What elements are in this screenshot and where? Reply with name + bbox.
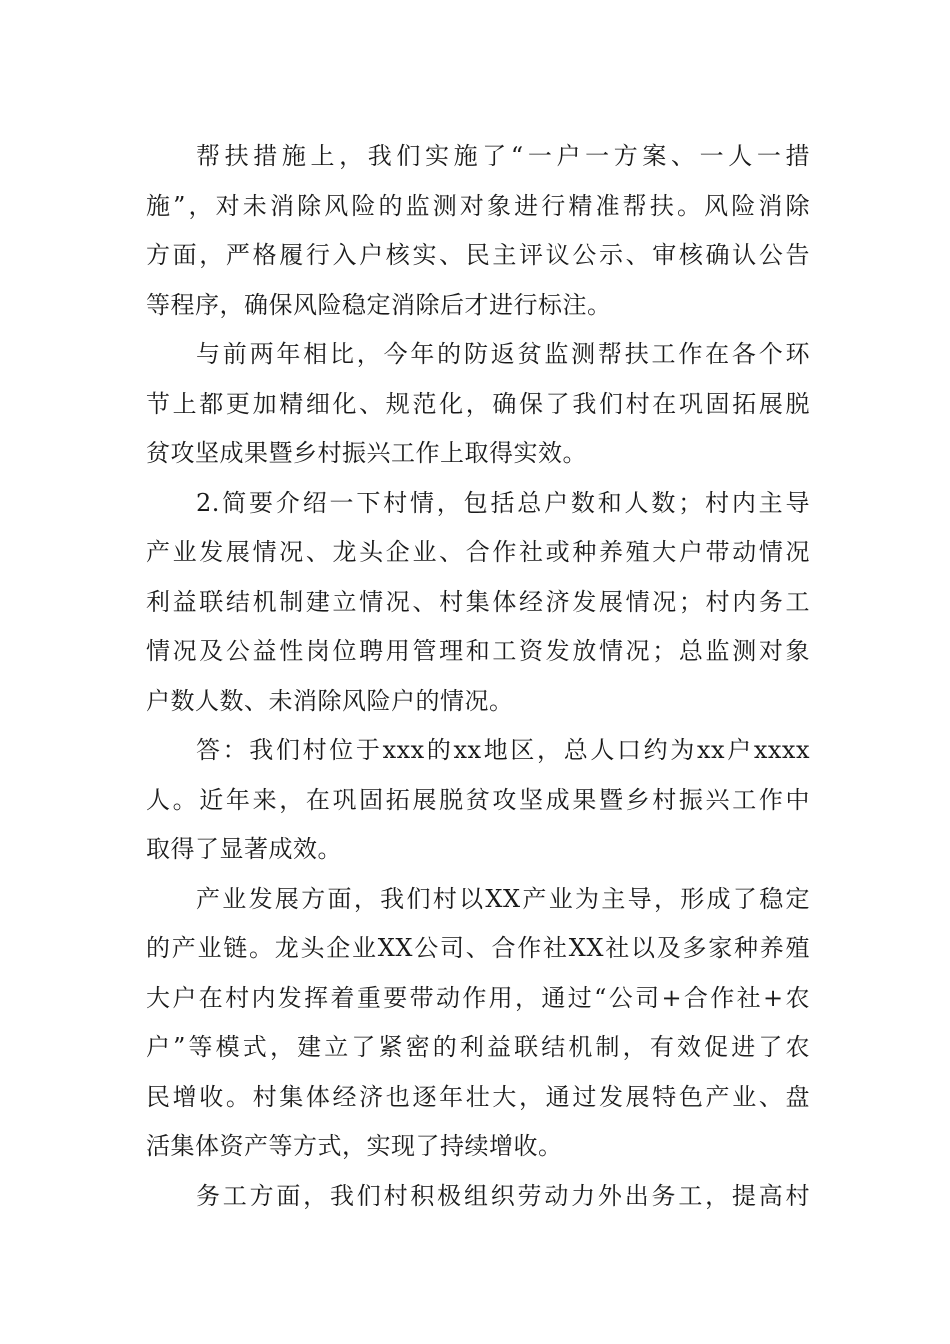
text-line: 产业发展方面，我们村以XX产业为主导，形成了稳定 bbox=[196, 884, 810, 913]
text-line: 帮扶措施上，我们实施了“一户一方案、一人一措 bbox=[196, 142, 810, 170]
text-line: 务工方面，我们村积极组织劳动力外出务工，提高村 bbox=[196, 1181, 810, 1210]
text-line: 贫攻坚成果暨乡村振兴工作上取得实效。 bbox=[146, 439, 587, 467]
text-line: 2.简要介绍一下村情，包括总户数和人数；村内主导 bbox=[196, 488, 810, 517]
text-line: 施”，对未消除风险的监测对象进行精准帮扶。风险消除 bbox=[146, 191, 810, 220]
text-line: 情况及公益性岗位聘用管理和工资发放情况；总监测对象 bbox=[146, 637, 810, 665]
text-line: 户数人数、未消除风险户的情况。 bbox=[146, 686, 514, 715]
text-line: 大户在村内发挥着重要带动作用，通过“公司+合作社+农 bbox=[146, 983, 810, 1012]
text-line: 产业发展情况、龙头企业、合作社或种养殖大户带动情况 bbox=[146, 538, 810, 566]
document-body bbox=[146, 132, 810, 1221]
text-line: 与前两年相比，今年的防返贫监测帮扶工作在各个环 bbox=[196, 340, 810, 368]
text-line: 民增收。村集体经济也逐年壮大，通过发展特色产业、盘 bbox=[146, 1082, 810, 1111]
text-line: 户”等模式，建立了紧密的利益联结机制，有效促进了农 bbox=[146, 1033, 810, 1061]
text-line: 的产业链。龙头企业XX公司、合作社XX社以及多家种养殖 bbox=[146, 934, 810, 962]
text-line: 答：我们村位于xxx的xx地区，总人口约为xx户xxxx bbox=[196, 736, 810, 764]
text-line: 活集体资产等方式，实现了持续增收。 bbox=[146, 1132, 563, 1160]
text-line: 方面，严格履行入户核实、民主评议公示、审核确认公告 bbox=[146, 241, 810, 269]
text-line: 取得了显著成效。 bbox=[146, 835, 342, 863]
text-line: 节上都更加精细化、规范化，确保了我们村在巩固拓展脱 bbox=[146, 389, 810, 418]
text-line: 人。近年来，在巩固拓展脱贫攻坚成果暨乡村振兴工作中 bbox=[146, 785, 810, 814]
text-line: 利益联结机制建立情况、村集体经济发展情况；村内务工 bbox=[146, 587, 810, 616]
text-line: 等程序，确保风险稳定消除后才进行标注。 bbox=[146, 290, 612, 319]
